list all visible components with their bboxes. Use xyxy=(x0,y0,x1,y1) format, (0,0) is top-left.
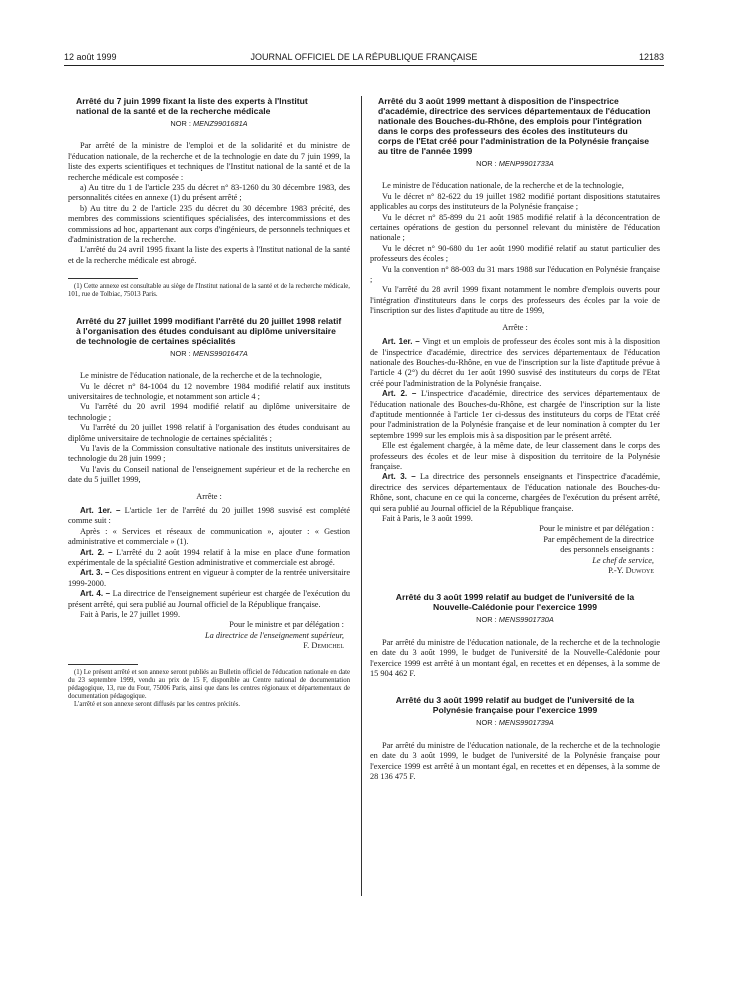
nor-reference xyxy=(370,159,660,169)
footnote-rule xyxy=(68,278,138,279)
paragraph: Le ministre de l'éducation nationale, de la recherche et de la technologie, xyxy=(382,181,624,191)
nor-label: NOR : xyxy=(476,159,497,168)
footnote: (1) Le présent arrêté et son annexe seront publiés au Bulletin officiel de l'éducation nationale en date du 23 septembre 1999, vendu au prix de 15 F, disponible au Centre national de documentation pédagogique, 13, rue du Four, 75006 Paris, ainsi que dans les centres régionaux et départementaux de documentation pédagogique. xyxy=(68,668,350,701)
article-label: Art. 3. – xyxy=(80,568,110,578)
arrete-budget-polynesie xyxy=(370,695,660,782)
header-journal-title: JOURNAL OFFICIEL DE LA RÉPUBLIQUE FRANÇAISE xyxy=(250,52,478,62)
article-title: Arrêté du 3 août 1999 relatif au budget de l'université de la Nouvelle-Calédonie pour l'exercice 1999 xyxy=(395,592,635,613)
article-text: L'inspectrice d'académie, directrice des services départementaux de l'éducation nationale des Bouches-du-Rhône, est chargée de l'inscription sur la liste d'aptitude mentionnée à l'article 1er ci-dessus des instituteurs du corps de l'Etat créé pour l'administration de la Polynésie française et de leur nomination à compter du 1er septembre 1999 sur les emplois mis à sa disposition par le présent arrêté. xyxy=(370,389,660,440)
article-text: Vingt et un emplois de professeur des écoles sont mis à la disposition de l'inspectrice d'académie, directrice des services départementaux de l'éducation nationale des Bouches-du-Rhône, en vue de l'inscription sur la liste d'aptitude prévue à l'article 4 (2°) du décret du 1er août 1990 susvisé des instituteurs du corps de l'Etat créé pour l'administration de la Polynésie française. xyxy=(370,337,661,388)
nor-label: NOR : xyxy=(170,348,191,358)
paragraph: Elle est également chargée, à la même date, de leur classement dans le corps des professeurs des écoles et de leur mise à disposition du territoire de la Polynésie française. xyxy=(370,441,660,471)
header-page-number: 12183 xyxy=(638,52,664,62)
paragraph: Vu l'avis de la Commission consultative nationale des instituts universitaires de technologie du 28 juin 1999 ; xyxy=(68,443,350,464)
article-title: Arrêté du 3 août 1999 mettant à disposition de l'inspectrice d'académie, directrice des services départementaux de l'éducation nationale des Bouches-du-Rhône, des emplois pour l'intégration dans le corps des professeurs des écoles des instituteurs du corps de l'Etat créé pour l'administration de la Polynésie française au titre de l'année 1999 xyxy=(378,96,651,156)
paragraph: Par arrêté du ministre de l'éducation nationale, de la recherche et de la technologie en date du 3 août 1999, le budget de l'université de la Polynésie française pour l'exercice 1999 est arrêté à un montant égal, en recettes et en dépenses, à la somme de 28 136 475 F. xyxy=(370,740,660,782)
article-3 xyxy=(370,472,660,514)
signing-place-date: Fait à Paris, le 27 juillet 1999. xyxy=(80,610,181,620)
article-text: La directrice des personnels enseignants et l'inspectrice d'académie, directrice des services départementaux de l'éducation nationale des Bouches-du-Rhône, sont, chacune en ce qui la concerne, chargées de l'exécution du présent arrêté, qui sera publié au Journal officiel de la République française. xyxy=(370,472,661,513)
signatory-name: F. Demichel xyxy=(303,641,344,651)
article-text: La directrice de l'enseignement supérieur est chargée de l'exécution du présent arrêté, qui sera publié au Journal officiel de la République française. xyxy=(68,589,350,609)
paragraph: Vu le décret n° 82-622 du 19 juillet 1982 modifié portant dispositions statutaires applicables au corps des instituteurs de la Polynésie française ; xyxy=(370,191,660,212)
nor-code: MENS9901647A xyxy=(192,348,248,358)
paragraph: Vu l'arrêté du 28 avril 1999 fixant notamment le nombre d'emplois ouverts pour l'intégration d'instituteurs dans le corps des professeurs des écoles par la voie de l'inscription sur des listes d'aptitude au titre de 1999, xyxy=(370,285,660,316)
article-label: Art. 1er. – xyxy=(382,337,420,347)
nor-code: MENZ9901681A xyxy=(192,119,248,128)
article-title: Arrêté du 7 juin 1999 fixant la liste des experts à l'Institut national de la santé et de la recherche médicale xyxy=(76,96,308,116)
right-column xyxy=(370,96,660,783)
article-4 xyxy=(68,589,350,610)
article-text: Ces dispositions entrent en vigueur à compter de la rentrée universitaire 1999-2000. xyxy=(68,568,351,588)
signatory-name: P.-Y. Duwoye xyxy=(608,566,654,576)
article-2 xyxy=(68,548,350,569)
paragraph: b) Au titre du 2 de l'article 235 du décret du 30 décembre 1983 précité, des membres des commissions scientifiques spécialisées, des intercommissions et des commissions ad hoc, appartenant aux corps d'ingénieurs, de personnels techniques et d'administration de la recherche. xyxy=(68,203,350,245)
article-label: Art. 2. – xyxy=(80,547,113,557)
signature-line: Pour le ministre et par délégation : xyxy=(539,524,654,534)
article-label: Art. 3. – xyxy=(382,472,416,482)
column-divider xyxy=(361,96,362,896)
paragraph: Vu le décret n° 85-899 du 21 août 1985 modifié relatif à la déconcentration de certaines opérations de gestion du personnel relevant du ministère de l'éducation nationale ; xyxy=(370,212,660,243)
paragraph: Vu la convention n° 88-003 du 31 mars 1988 sur l'éducation en Polynésie française ; xyxy=(370,264,660,285)
paragraph: Après : « Services et réseaux de communication », ajouter : « Gestion administrative et commerciale » (1). xyxy=(68,526,350,547)
article-label: Art. 4. – xyxy=(80,589,111,599)
footnote-rule xyxy=(68,664,138,665)
article-text: L'article 1er de l'arrêté du 20 juillet 1998 susvisé est complété comme suit : xyxy=(68,505,351,526)
signature-line: des personnels enseignants : xyxy=(560,545,654,555)
paragraph: Vu l'arrêté du 20 juillet 1998 relatif à l'organisation des études conduisant au diplôme universitaire de technologie de certaines spécialités ; xyxy=(68,423,350,443)
header-rule xyxy=(64,65,664,66)
footnote: (1) Cette annexe est consultable au siège de l'Institut national de la santé et de la recherche médicale, 101, rue de Tolbiac, 75013 Paris. xyxy=(68,283,350,299)
paragraph: Par arrêté du ministre de l'éducation nationale, de la recherche et de la technologie en date du 3 août 1999, le budget de l'université de la Nouvelle-Calédonie pour l'exercice 1999 est arrêté à un montant égal, en recettes et en dépenses, à la somme de 15 904 462 F. xyxy=(370,637,660,679)
nor-reference xyxy=(68,119,350,129)
paragraph: Vu l'avis du Conseil national de l'enseignement supérieur et de la recherche en date du 5 juillet 1999, xyxy=(68,464,350,485)
article-title: Arrêté du 3 août 1999 relatif au budget de l'université de la Polynésie française pour l'exercice 1999 xyxy=(395,695,635,716)
signature-line: Le chef de service, xyxy=(592,555,654,565)
article-text: L'arrêté du 2 août 1994 relatif à la mise en place d'une formation expérimentale de la spécialité Gestion administrative et commerciale est abrogé. xyxy=(68,547,351,567)
arrete-dut-specialites xyxy=(68,316,350,710)
paragraph: Par arrêté de la ministre de l'emploi et de la solidarité et du ministre de l'éducation nationale, de la recherche et de la technologie en date du 7 juin 1999, la liste des experts scientifiques et techniques de l'Institut national de la santé et de la recherche médicale est composée : xyxy=(68,141,350,182)
signature-line: La directrice de l'enseignement supérieur, xyxy=(204,630,344,640)
article-1 xyxy=(68,506,350,527)
nor-label: NOR : xyxy=(170,119,191,128)
arrete-budget-nouvelle-caledonie xyxy=(370,592,660,679)
paragraph: Vu l'arrêté du 20 avril 1994 modifié relatif au diplôme universitaire de technologie ; xyxy=(68,402,350,422)
article-label: Art. 2. – xyxy=(382,389,417,399)
arrete-emplois-polynesie xyxy=(370,96,660,576)
footnote: L'arrêté et son annexe seront diffusés par les centres précités. xyxy=(74,701,241,709)
arrete-heading: Arrête : xyxy=(196,491,222,501)
arrete-heading: Arrête : xyxy=(502,322,528,332)
signature-line: Par empêchement de la directrice xyxy=(543,534,654,544)
paragraph: L'arrêté du 24 avril 1995 fixant la liste des experts à l'Institut national de la santé et de la recherche médicale est abrogé. xyxy=(68,245,350,265)
arrete-experts-inserm xyxy=(68,96,350,300)
paragraph: Le ministre de l'éducation nationale, de la recherche et de la technologie, xyxy=(80,371,322,381)
nor-reference xyxy=(370,615,660,625)
article-label: Art. 1er. – xyxy=(80,505,121,515)
signing-place-date: Fait à Paris, le 3 août 1999. xyxy=(382,514,473,523)
article-1 xyxy=(370,337,660,389)
header-date: 12 août 1999 xyxy=(64,52,117,62)
nor-code: MENP9901733A xyxy=(498,159,554,168)
paragraph: a) Au titre du 1 de l'article 235 du décret n° 83-1260 du 30 décembre 1983, des personnalités citées en annexe (1) du présent arrêté ; xyxy=(68,183,350,203)
nor-code: MENS9901730A xyxy=(498,615,554,625)
paragraph: Vu le décret n° 90-680 du 1er août 1990 modifié relatif au statut particulier des professeurs des écoles ; xyxy=(370,243,660,264)
left-column xyxy=(68,96,350,710)
nor-code: MENS9901739A xyxy=(498,718,554,728)
nor-reference xyxy=(68,349,350,359)
nor-reference xyxy=(370,718,660,728)
paragraph: Vu le décret n° 84-1004 du 12 novembre 1984 modifié relatif aux instituts universitaires de technologie, et notamment son article 4 ; xyxy=(68,381,350,401)
article-3 xyxy=(68,568,350,589)
nor-label: NOR : xyxy=(476,615,497,625)
article-2 xyxy=(370,389,660,441)
article-title: Arrêté du 27 juillet 1999 modifiant l'arrêté du 20 juillet 1998 relatif à l'organisation des études conduisant au diplôme universitaire de technologie de certaines spécialités xyxy=(76,315,342,346)
signature-line: Pour le ministre et par délégation : xyxy=(229,620,344,630)
running-header xyxy=(64,52,664,66)
nor-label: NOR : xyxy=(476,718,497,728)
